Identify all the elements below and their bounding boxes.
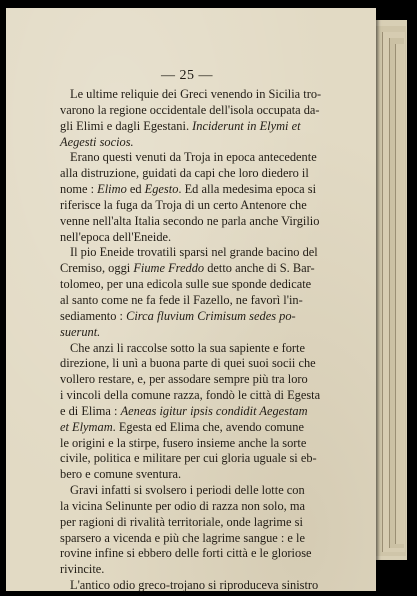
text-line (60, 309, 348, 325)
text-segment: per ragioni di rivalità territoriale, onde lagrime si (60, 514, 303, 529)
paragraph (60, 150, 348, 245)
text-segment: bero e comune sventura. (60, 467, 182, 482)
page-number: — 25 — (161, 68, 213, 83)
text-line (60, 372, 348, 388)
text-line (60, 230, 348, 246)
text-line (60, 103, 348, 119)
text-segment: detto anche di S. Bar- (204, 261, 315, 276)
text-line (60, 546, 348, 562)
text-line (60, 166, 348, 182)
paragraph (60, 578, 348, 594)
text-segment: varono la regione occidentale dell'isola occupata da- (60, 102, 320, 117)
text-segment: . Ed alla medesima epoca si (178, 182, 317, 197)
text-segment: sediamento : (60, 308, 127, 323)
italic-text: et Elymam (60, 419, 113, 434)
text-segment: gli Elimi e dagli Egestani. (60, 118, 193, 133)
text-segment: le origini e la stirpe, fusero insieme anche la sorte (60, 435, 307, 450)
text-segment: civile, politica e militare per cui gloria uguale si eb- (60, 451, 317, 466)
italic-text: Egesto (144, 182, 179, 197)
text-segment: Erano questi venuti da Troja in epoca antecedente (70, 150, 317, 165)
italic-text: Circa fluvium Crimisum sedes po- (126, 308, 296, 323)
text-line (60, 404, 348, 420)
text-segment: vollero restare, e, per assodare sempre più tra loro (60, 372, 308, 387)
text-segment: rivincite. (60, 562, 105, 577)
italic-text: Fiume Freddo (133, 261, 205, 276)
italic-text: Inciderunt in Elymi et (192, 118, 301, 133)
italic-text: Aegesti socios. (60, 134, 134, 149)
text-line (60, 436, 348, 452)
text-segment: venne nell'alta Italia secondo ne parla anche Virgilio (60, 213, 320, 228)
text-segment: al santo come ne fa fede il Fazello, ne favorì l'in- (60, 292, 303, 307)
text-line (60, 119, 348, 135)
text-segment: la vicina Selinunte per odio di razza non solo, ma (60, 498, 305, 513)
text-line (60, 293, 348, 309)
text-line (60, 245, 348, 261)
paragraph (60, 87, 348, 150)
italic-text: suerunt. (60, 324, 101, 339)
text-segment: Il pio Eneide trovatili sparsi nel grande bacino del (70, 245, 318, 260)
text-segment: tolomeo, per una edicola sulle sue sponde dedicate (60, 277, 312, 292)
body-text (60, 87, 348, 594)
text-segment: Che anzi li raccolse sotto la sua sapiente e forte (70, 340, 305, 355)
text-segment: ed (126, 182, 145, 197)
text-line (60, 356, 348, 372)
text-line (60, 214, 348, 230)
paragraph (60, 341, 348, 484)
text-line (60, 467, 348, 483)
text-line (60, 87, 348, 103)
text-segment: riferisce la fuga da Troja di un certo Antenore che (60, 197, 307, 212)
text-line (60, 420, 348, 436)
text-line (60, 531, 348, 547)
text-segment: rovine infine si ebbero delle forti città e le gloriose (60, 546, 312, 561)
italic-text: Elimo (97, 182, 127, 197)
page-edge (395, 44, 404, 544)
text-segment: . Egesta ed Elima che, avendo comune (112, 419, 304, 434)
text-line (60, 277, 348, 293)
text-line (60, 198, 348, 214)
text-segment: Le ultime reliquie dei Greci venendo in Sicilia tro- (70, 87, 322, 101)
text-segment: alla distruzione, guidati da capi che loro diedero il (60, 166, 309, 181)
text-segment: Cremiso, oggi (60, 261, 134, 276)
text-line (60, 578, 348, 594)
text-segment: i vincoli della comune razza, fondò le città di Egesta (60, 388, 321, 403)
text-line (60, 261, 348, 277)
text-line (60, 499, 348, 515)
text-line (60, 341, 348, 357)
text-segment: nell'epoca dell'Eneide. (60, 229, 172, 244)
text-line (60, 150, 348, 166)
text-segment: e di Elima : (60, 403, 121, 418)
text-line (60, 135, 348, 151)
text-line (60, 562, 348, 578)
text-line (60, 451, 348, 467)
text-segment: sparsero a vicenda e più che lagrime sangue : e le (60, 530, 305, 545)
paragraph (60, 245, 348, 340)
text-segment: L'antico odio greco-trojano si riproduceva sinistro (70, 578, 319, 593)
paragraph (60, 483, 348, 578)
text-line (60, 483, 348, 499)
text-segment: nome : (60, 182, 98, 197)
book-page (6, 8, 376, 591)
text-line (60, 515, 348, 531)
text-segment: direzione, li unì a buona parte di quei suoi socii che (60, 356, 316, 371)
text-line (60, 325, 348, 341)
text-segment: Gravi infatti si svolsero i periodi delle lotte con (70, 483, 305, 498)
text-line (60, 388, 348, 404)
italic-text: Aeneas igitur ipsis condidit Aegestam (120, 403, 308, 418)
text-line (60, 182, 348, 198)
